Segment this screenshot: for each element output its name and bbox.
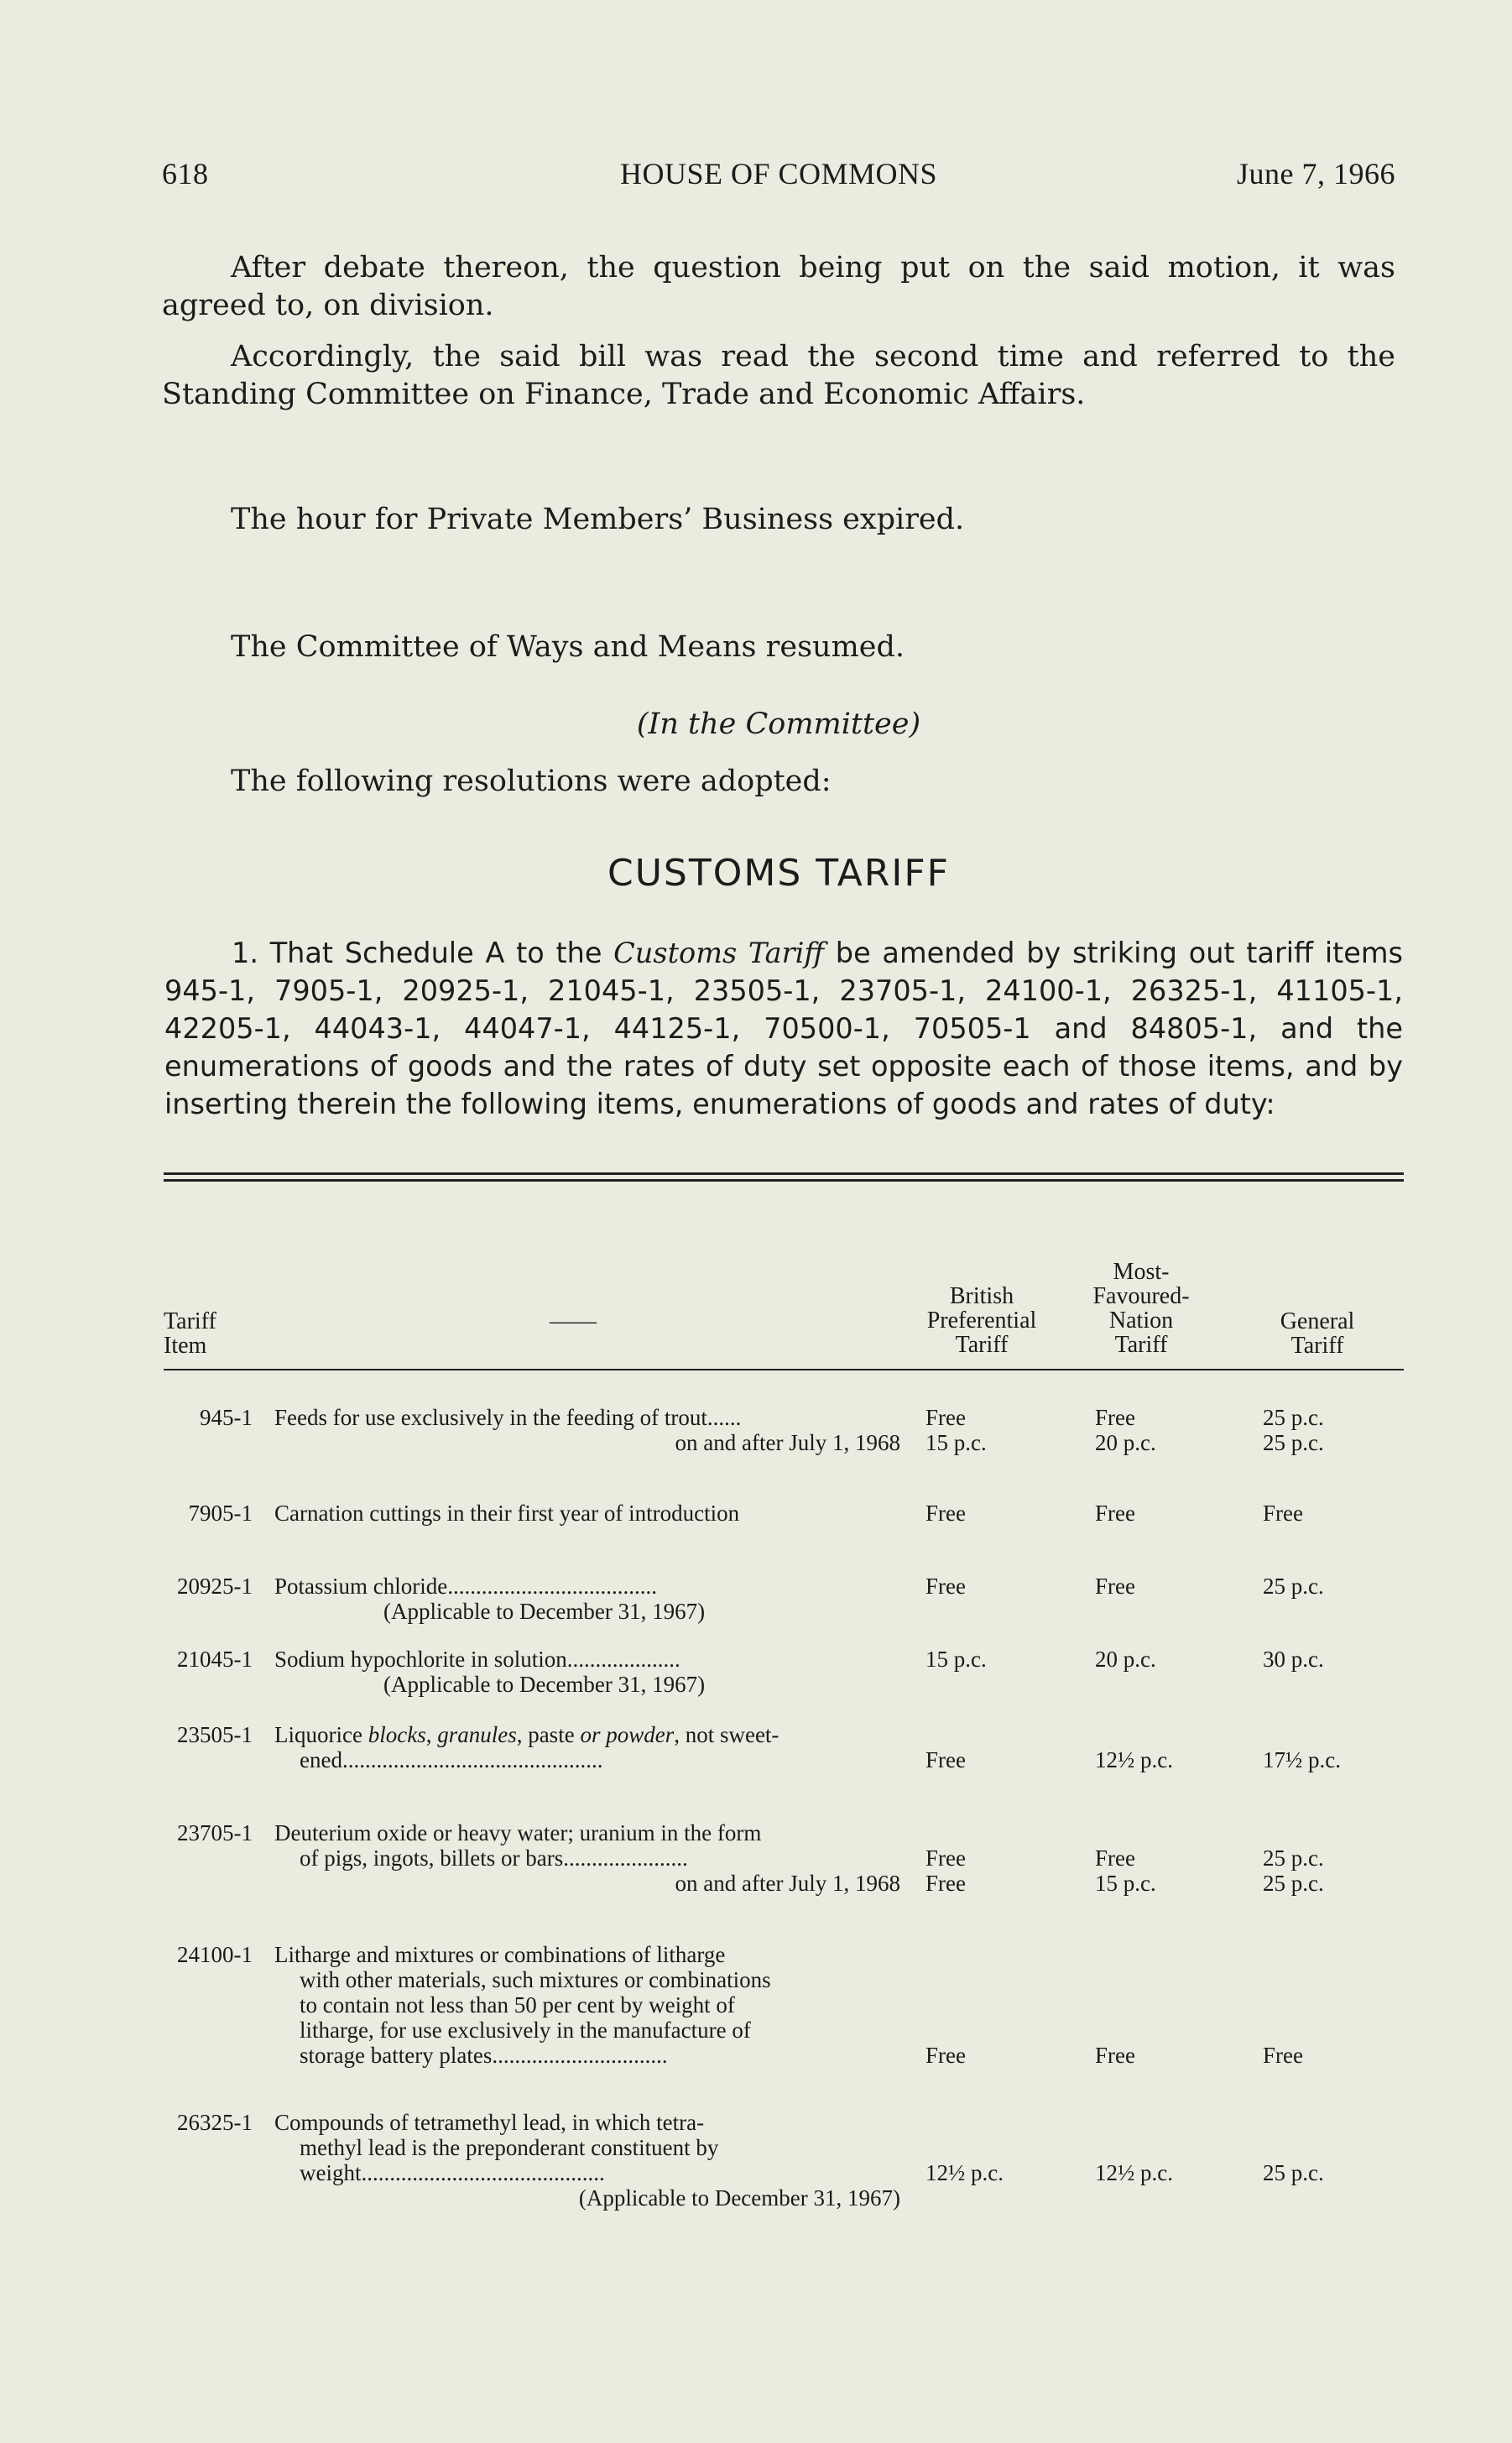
mfn-rate: Free: [1095, 2043, 1135, 2068]
paragraph-ways-and-means: The Committee of Ways and Means resumed.: [231, 630, 905, 664]
description-line: Deuterium oxide or heavy water; uranium in the form: [274, 1820, 762, 1845]
british-preferential-rate: Free: [925, 1747, 966, 1772]
tariff-item-number: 23705-1: [177, 1820, 253, 1845]
tariff-item-number: 23505-1: [177, 1722, 253, 1747]
header-gt-line1: General: [1280, 1308, 1355, 1334]
header-bp-line1: British: [949, 1283, 1014, 1309]
tariff-item-number: 26325-1: [177, 2110, 253, 2135]
tariff-item-number: 7905-1: [188, 1501, 253, 1526]
description-line: on and after July 1, 1968: [675, 1430, 900, 1455]
description-text: ,: [425, 1722, 438, 1747]
description-line: with other materials, such mixtures or combinations: [300, 1967, 771, 1992]
tariff-item-number: 24100-1: [177, 1942, 253, 1967]
table-top-rule-double: [164, 1179, 1404, 1182]
british-preferential-rate: [925, 1405, 987, 1455]
rate-value: 25 p.c.: [1263, 1871, 1324, 1896]
description-line: ened..............................................: [300, 1747, 603, 1772]
description-line: [274, 1722, 900, 1747]
description-line: litharge, for use exclusively in the manufacture of: [300, 2018, 751, 2043]
table-header-rule: [164, 1369, 1404, 1370]
rate-value: Free: [925, 1871, 966, 1896]
tariff-description: [274, 1942, 900, 2068]
mfn-rate: Free: [1095, 1574, 1135, 1599]
tariff-description: [274, 2110, 900, 2211]
general-rate: [1263, 1845, 1324, 1896]
tariff-description: [274, 1574, 900, 1624]
paragraph-private-members: The hour for Private Members’ Business expired.: [231, 503, 965, 536]
rate-value: 25 p.c.: [1263, 1845, 1324, 1871]
header-bp-line3: Tariff: [955, 1332, 1009, 1358]
header-mfn-line3: Nation: [1108, 1308, 1174, 1334]
description-text-italic: or powder: [580, 1722, 675, 1747]
rate-value: 25 p.c.: [1263, 1430, 1324, 1455]
description-line: Feeds for use exclusively in the feeding of trout......: [274, 1405, 742, 1430]
description-line: storage battery plates...............................: [300, 2043, 668, 2068]
resolution-paragraph: [164, 934, 1403, 1123]
general-rate: 25 p.c.: [1263, 2160, 1324, 2185]
header-description: ——: [550, 1308, 597, 1334]
description-line: Sodium hypochlorite in solution....................: [274, 1647, 680, 1672]
mfn-rate: Free: [1095, 1501, 1135, 1526]
description-text-italic: blocks: [368, 1722, 426, 1747]
general-rate: Free: [1263, 1501, 1303, 1526]
tariff-item-number: 945-1: [200, 1405, 253, 1430]
description-line: Litharge and mixtures or combinations of litharge: [274, 1942, 726, 1967]
description-line: Compounds of tetramethyl lead, in which tetra-: [274, 2110, 705, 2135]
tariff-description: [274, 1647, 900, 1697]
description-text: , not sweet-: [674, 1722, 779, 1747]
mfn-rate: 20 p.c.: [1095, 1647, 1156, 1672]
tariff-description: [274, 1405, 900, 1455]
description-text: Liquorice: [274, 1722, 368, 1747]
header-mfn-line2: Favoured-: [1092, 1283, 1190, 1309]
general-rate: 30 p.c.: [1263, 1647, 1324, 1672]
paragraph-second-reading: Accordingly, the said bill was read the second time and referred to the Standing Committee on Finance, Trade and Economic Affairs.: [162, 340, 1395, 411]
tariff-description: [274, 1820, 900, 1896]
tariff-description: [274, 1501, 900, 1526]
description-line: methyl lead is the preponderant constituent by: [300, 2135, 719, 2160]
description-text-italic: granules: [437, 1722, 517, 1747]
general-rate: 17½ p.c.: [1263, 1747, 1341, 1772]
header-tariff-item-line1: Tariff: [164, 1308, 216, 1334]
mfn-rate: [1095, 1845, 1156, 1896]
tariff-item-number: 21045-1: [177, 1647, 253, 1672]
rate-value: Free: [925, 1845, 966, 1871]
header-bp-line2: Preferential: [926, 1308, 1037, 1334]
description-line: (Applicable to December 31, 1967): [578, 2185, 900, 2211]
header-most-favoured-nation: [1074, 1260, 1208, 1357]
header-gt-line2: Tariff: [1290, 1333, 1344, 1359]
description-line: Carnation cuttings in their first year of introduction: [274, 1501, 740, 1526]
description-line: (Applicable to December 31, 1967): [383, 1599, 706, 1624]
rate-value: 25 p.c.: [1263, 1405, 1324, 1430]
mfn-rate: 12½ p.c.: [1095, 1747, 1173, 1772]
rate-value: Free: [925, 1405, 966, 1430]
tariff-item-number: 20925-1: [177, 1574, 253, 1599]
general-rate: 25 p.c.: [1263, 1574, 1324, 1599]
header-mfn-line4: Tariff: [1114, 1332, 1168, 1358]
description-line: Potassium chloride.....................................: [274, 1574, 657, 1599]
resolution-lead: 1. That Schedule A to the: [232, 937, 614, 969]
section-title: CUSTOMS TARIFF: [607, 852, 950, 895]
header-date: June 7, 1966: [1237, 157, 1395, 191]
description-text: , paste: [516, 1722, 581, 1747]
british-preferential-rate: Free: [925, 1501, 966, 1526]
rate-value: Free: [1095, 1405, 1135, 1430]
header-tariff-item: [164, 1309, 216, 1358]
tariff-description: [274, 1722, 900, 1772]
resolution-body: be amended by striking out tariff items 945-1, 7905-1, 20925-1, 21045-1, 23505-1, 23705-1, 24100-1, 26325-1, 41105-1, 42205-1, 44043-1, 44047-1, 44125-1, 70500-1, 70505-1 and 84805-1, and the enumerations of goods and the rates of duty set opposite each of those items, and by inserting therein the following items, enumerations of goods and rates of duty:: [164, 937, 1403, 1120]
table-top-rule: [164, 1172, 1404, 1175]
journal-title: HOUSE OF COMMONS: [619, 157, 938, 191]
mfn-rate: 12½ p.c.: [1095, 2160, 1173, 2185]
page-number: 618: [162, 157, 209, 191]
british-preferential-rate: Free: [925, 2043, 966, 2068]
paragraph-resolutions-adopted: The following resolutions were adopted:: [231, 765, 832, 798]
header-mfn-line1: Most-: [1113, 1259, 1170, 1285]
british-preferential-rate: 15 p.c.: [925, 1647, 987, 1672]
description-line: (Applicable to December 31, 1967): [383, 1672, 706, 1697]
description-line: of pigs, ingots, billets or bars......................: [300, 1845, 688, 1871]
general-rate: Free: [1263, 2043, 1303, 2068]
header-british-preferential: [910, 1284, 1053, 1357]
header-general-tariff: [1254, 1309, 1380, 1358]
british-preferential-rate: [925, 1845, 966, 1896]
paragraph-debate: After debate thereon, the question being put on the said motion, it was agreed to, on division.: [162, 251, 1395, 322]
description-line: to contain not less than 50 per cent by weight of: [300, 1992, 735, 2018]
british-preferential-rate: 12½ p.c.: [925, 2160, 1004, 2185]
resolution-act-name: Customs Tariff: [613, 937, 825, 969]
rate-value: Free: [1095, 1845, 1135, 1871]
general-rate: [1263, 1405, 1324, 1455]
header-tariff-item-line2: Item: [164, 1333, 207, 1359]
rate-value: 15 p.c.: [925, 1430, 987, 1455]
british-preferential-rate: Free: [925, 1574, 966, 1599]
description-line: weight...........................................: [300, 2160, 605, 2185]
description-line: on and after July 1, 1968: [675, 1871, 900, 1896]
in-committee-note: (In the Committee): [636, 707, 921, 741]
rate-value: 20 p.c.: [1095, 1430, 1156, 1455]
mfn-rate: [1095, 1405, 1156, 1455]
rate-value: 15 p.c.: [1095, 1871, 1156, 1896]
